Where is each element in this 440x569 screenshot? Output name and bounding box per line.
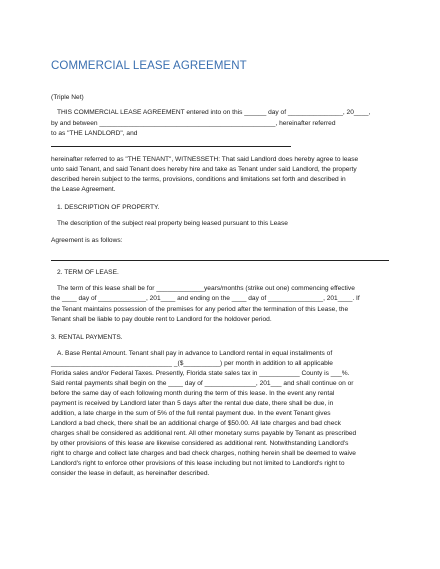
property-description-blank-line bbox=[51, 260, 389, 261]
document-title: COMMERCIAL LEASE AGREEMENT bbox=[51, 60, 247, 72]
section-text-line: The description of the subject real property being leased pursuant to this Lease bbox=[57, 220, 288, 227]
section-text-line: Tenant shall be liable to pay double rent to Landlord for the holdover period. bbox=[51, 316, 272, 323]
intro-line: to as "THE LANDLORD", and bbox=[51, 130, 138, 137]
intro-line: by and between ________________________________________________, hereinafter referred bbox=[51, 120, 336, 127]
section-text-line: before the same day of each following month during the term of this lease. In the event any rental bbox=[51, 390, 335, 397]
witness-line: the Lease Agreement. bbox=[51, 186, 116, 193]
section-text-line: A. Base Rental Amount. Tenant shall pay in advance to Landlord rental in equal installments of bbox=[57, 350, 333, 357]
intro-line: THIS COMMERCIAL LEASE AGREEMENT entered into on this ______ day of _______________, 20____, bbox=[57, 109, 371, 116]
section-text-line: Said rental payments shall begin on the ____ day of ______________, 201___ and shall continue on or bbox=[51, 380, 354, 387]
tenant-name-blank-line bbox=[51, 146, 291, 147]
witness-line: described herein subject to the terms, provisions, conditions and limitations set forth and described in bbox=[51, 176, 346, 183]
witness-line: hereinafter referred to as "THE TENANT", WITNESSETH: That said Landlord does hereby agree to lease bbox=[51, 156, 359, 163]
section-text-line: addition, a late charge in the sum of 5% of the full rental payment due. In the event Tenant gives bbox=[51, 410, 331, 417]
section-heading: 3. RENTAL PAYMENTS. bbox=[51, 334, 123, 341]
section-text-line: Landlord a bad check, there shall be an additional charge of $50.00. All late charges and bad check bbox=[51, 420, 341, 427]
witness-line: unto said Tenant, and said Tenant does hereby hire and take as Tenant under said Landlord, the property bbox=[51, 166, 357, 173]
section-text-line: The term of this lease shall be for _____________years/months (strike out one) commencing effective bbox=[57, 285, 355, 292]
section-text-line: right to charge and collect late charges and bad check charges, nothing herein shall be deemed to waive bbox=[51, 450, 356, 457]
section-text-line: payment is received by Landlord later than 5 days after the rental due date, there shall be due, in bbox=[51, 400, 334, 407]
section-heading: 2. TERM OF LEASE. bbox=[57, 269, 119, 276]
section-heading: 1. DESCRIPTION OF PROPERTY. bbox=[57, 204, 160, 211]
section-text-line: charges shall be considered as additional rent. All other monetary sums payable by Tenant as prescribed bbox=[51, 430, 357, 437]
section-text-line: the ____ day of _____________, 201____ and ending on the ____ day of _______________, 201____. If bbox=[51, 295, 360, 302]
section-text-line: _________________________________ _($__________) per month in addition to all applicable bbox=[51, 360, 333, 367]
section-text-line: the Tenant maintains possession of the premises for any period after the termination of this Lease, the bbox=[51, 306, 349, 313]
section-text-line: Florida sales and/or Federal Taxes. Presently, Florida state sales tax in ___________ County is ___%. bbox=[51, 370, 350, 377]
document-subtitle: (Triple Net) bbox=[51, 94, 84, 101]
section-text-line: by other provisions of this lease are likewise considered as additional rent. Notwithstanding Landlord's bbox=[51, 440, 349, 447]
section-text-line: Agreement is as follows: bbox=[51, 237, 123, 244]
section-text-line: consider the lease in default, as hereinafter described. bbox=[51, 470, 210, 477]
section-text-line: Landlord's right to enforce other provisions of this lease including but not limited to Landlord's right to bbox=[51, 460, 345, 467]
